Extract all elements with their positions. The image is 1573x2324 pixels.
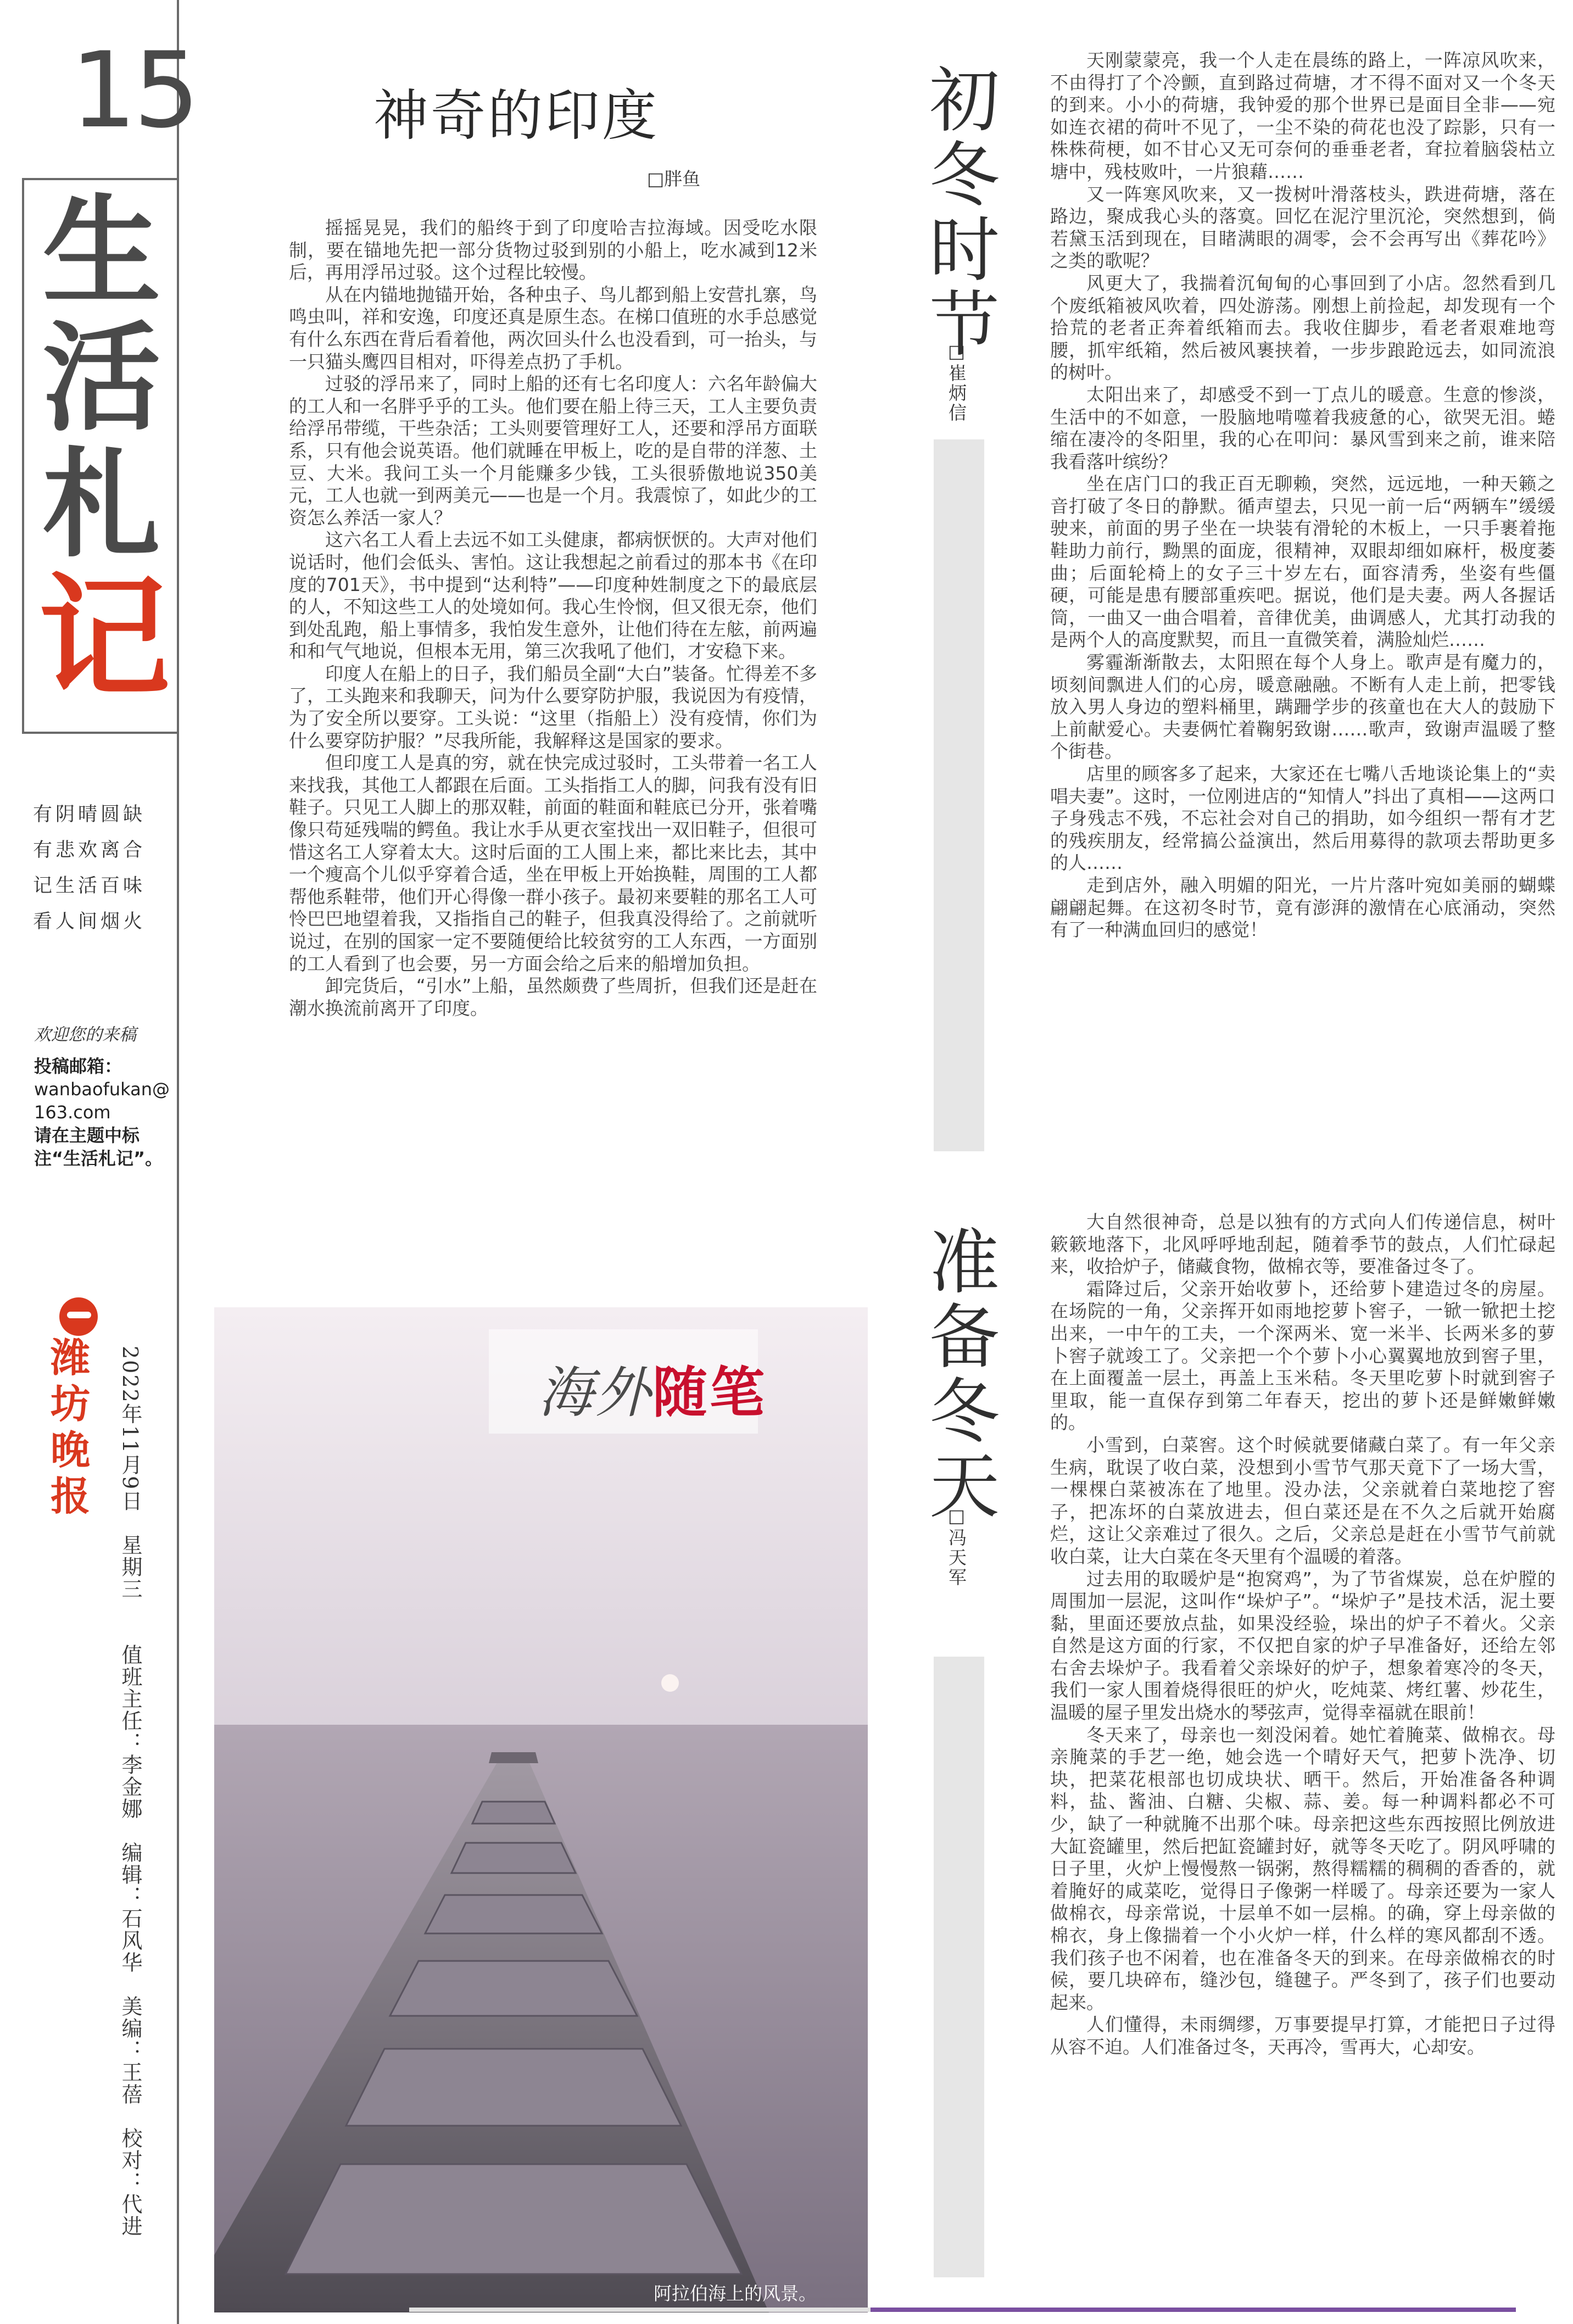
paragraph: 风更大了，我揣着沉甸甸的心事回到了小店。忽然看到几个废纸箱被风吹着，四处游荡。刚想上前捡起，却发现有一个拾荒的老者正奔着纸箱而去。我收住脚步，看老者艰难地弯腰，抓牢纸箱，然后被风裹挟着，一步步踉跄远去，如同流浪的树叶。 [1050,272,1555,383]
article-body [1050,1211,1555,2059]
paragraph: 霜降过后，父亲开始收萝卜，还给萝卜建造过冬的房屋。在场院的一角，父亲挥开如雨地挖萝卜窖子，一锨一锨把土挖出来，一中午的工夫，一个深两米、宽一米半、长两米多的萝卜窖子就竣工了。父亲把一个个萝卜小心翼翼地放到窖子里，在上面覆盖一层土，再盖上玉米秸。冬天里吃萝卜时就到窖子里取，能一直保存到第二年春天，挖出的萝卜还是鲜嫩鲜嫩的。 [1050,1278,1555,1434]
motto-line: 有悲欢离合 [33,839,146,861]
article-author: □崔炳信 [946,341,967,423]
email-label: 投稿邮箱： [34,1056,122,1077]
paragraph: 小雪到，白菜窖。这个时候就要储藏白菜了。有一年父亲生病，耽误了收白菜，没想到小雪节气那天竟下了一场大雪，一棵棵白菜被冻在了地里。没办法，父亲就着白菜地挖了窖子，把冻坏的白菜放进去，但白菜还是在不久之后就开始腐烂，这让父亲难过了很久。之后，父亲总是赶在小雪节气前就收白菜，让大白菜在冬天里有个温暖的着落。 [1050,1434,1555,1567]
photo-caption: 阿拉伯海上的风景。 [654,2283,817,2304]
paragraph: 过驳的浮吊来了，同时上船的还有七名印度人：六名年龄偏大的工人和一名胖乎乎的工头。他们要在船上待三天，工人主要负责给浮吊带缆，干些杂活；工头则要管理好工人，还要和浮吊方面联系，只有他会说英语。他们就睡在甲板上，吃的是自带的洋葱、土豆、大米。我问工头一个月能赚多少钱，工头很骄傲地说350美元，工人也就一到两美元——也是一个月。我震惊了，如此少的工资怎么养活一家人？ [289,373,817,528]
left-column-rule [177,0,179,2324]
paragraph: 又一阵寒风吹来，又一拨树叶滑落枝头，跌进荷塘，落在路边，聚成我心头的落寞。回忆在泥泞里沉沦，突然想到，倘若黛玉活到现在，目睹满眼的凋零，会不会再写出《葬花吟》之类的歌呢？ [1050,183,1555,272]
decorative-bar [934,439,984,1151]
decorative-bar [934,1657,984,2277]
article-title: 神奇的印度 [373,83,659,148]
paragraph: 人们懂得，未雨绸缪，万事要提早打算，才能把日子过得从容不迫。人们准备过冬，天再冷，雪再大，心却安。 [1050,2014,1555,2058]
paragraph: 太阳出来了，却感受不到一丁点儿的暖意。生意的惨淡，生活中的不如意，一股脑地啃噬着我疲惫的心，欲哭无泪。蜷缩在凄冷的冬阳里，我的心在叩问：暴风雪到来之前，谁来陪我看落叶缤纷？ [1050,383,1555,472]
newspaper-name: 潍坊晚报 [51,1334,91,1519]
column-title-char: 札 [42,434,161,573]
column-title-char: 记 [38,560,171,715]
article-author: □胖鱼 [647,168,701,190]
issue-meta: 2022年11月9日 星期三 值班主任：李金娜 编辑：石风华 美编：王蓓 校对：代进 [118,1346,142,2238]
article-author: □冯天军 [946,1505,967,1587]
paragraph: 摇摇晃晃，我们的船终于到了印度哈吉拉海域。因受吃水限制，要在锚地先把一部分货物过驳到别的小船上，吃水减到12米后，再用浮吊过驳。这个过程比较慢。 [289,217,817,283]
paragraph: 从在内锚地抛锚开始，各种虫子、鸟儿都到船上安营扎寨，鸟鸣虫叫，祥和安逸，印度还真是原生态。在梯口值班的水手总感觉有什么东西在背后看着他，两次回头什么也没看到，可一抬头，与一只猫头鹰四目相对，吓得差点扔了手机。 [289,283,817,372]
paragraph: 这六名工人看上去远不如工头健康，都病恹恹的。大声对他们说话时，他们会低头、害怕。这让我想起之前看过的那本书《在印度的701天》，书中提到“达利特”——印度种姓制度之下的最底层的人，不知这些工人的处境如何。我心生怜悯，但又很无奈，他们到处乱跑，船上事情多，我怕发生意外，让他们待在左舷，前两遍和和气气地说，但根本无用，第三次我吼了他们，才安稳下来。 [289,529,817,662]
paragraph: 天刚蒙蒙亮，我一个人走在晨练的路上，一阵凉风吹来，不由得打了个冷颤，直到路过荷塘，才不得不面对又一个冬天的到来。小小的荷塘，我钟爱的那个世界已是面目全非——宛如连衣裙的荷叶不见了，一尘不染的荷花也没了踪影，只有一株株荷梗，如不甘心又无可奈何的垂垂老者，耷拉着脑袋枯立塘中，残枝败叶，一片狼藉…… [1050,49,1555,182]
submission-contact [34,1055,171,1170]
paragraph: 店里的顾客多了起来，大家还在七嘴八舌地谈论集上的“卖唱夫妻”。这时，一位刚进店的“知情人”抖出了真相——这两口子身残志不残，不忘社会对自己的捐助，如今组织一帮有才艺的残疾朋友，经常搞公益演出，然后用募得的款项去帮助更多的人…… [1050,763,1555,874]
bottom-rule [409,2308,871,2312]
bottom-rule-accent [871,2308,1516,2312]
column-title-char: 生 [42,182,161,321]
email-address: wanbaofukan@163.com [34,1079,170,1123]
column-title-char: 活 [42,308,161,447]
motto-line: 有阴晴圆缺 [33,804,146,826]
paragraph: 坐在店门口的我正百无聊赖，突然，远远地，一种天籁之音打破了冬日的静默。循声望去，只见一前一后“两辆车”缓缓驶来，前面的男子坐在一块装有滑轮的木板上，一只手裹着拖鞋助力前行，黝黑的面庞，很精神，双眼却细如麻杆，极度萎曲；后面轮椅上的女子三十岁左右，面容清秀，坐姿有些僵硬，可能是患有腰部重疾吧。据说，他们是夫妻。两人各握话筒，一曲又一曲合唱着，音律优美，曲调感人，尤其打动我的是两个人的高度默契，而且一直微笑着，满脸灿烂…… [1050,473,1555,651]
article-title: 初冬时节 [917,63,999,362]
section-logo-part: 海外 [538,1361,652,1425]
article-body [1050,49,1555,941]
article-title: 准备冬天 [917,1225,999,1524]
motto-line: 看人间烟火 [33,911,146,933]
article-body [289,217,817,1019]
section-logo [538,1348,767,1428]
paragraph: 过去用的取暖炉是“抱窝鸡”，为了节省煤炭，总在炉膛的周围加一层泥，这叫作“垛炉子”。“垛炉子”是技术活，泥土要黏，里面还要放点盐，如果没经验，垛出的炉子不着火。父亲自然是这方面的行家，不仅把自家的炉子早准备好，还给左邻右舍去垛炉子。我看着父亲垛好的炉子，想象着寒冷的冬天，我们一家人围着烧得很旺的炉火，吃炖菜、烤红薯、炒花生，温暖的屋子里发出烧水的琴弦声，觉得幸福就在眼前！ [1050,1568,1555,1724]
paragraph: 雾霾渐渐散去，太阳照在每个人身上。歌声是有魔力的，顷刻间飘进人们的心房，暖意融融。不断有人走上前，把零钱放入男人身边的塑料桶里，蹒跚学步的孩童也在大人的鼓励下上前献爱心。夫妻俩忙着鞠躬致谢……歌声，致谢声温暖了整个街巷。 [1050,651,1555,762]
paragraph: 走到店外，融入明媚的阳光，一片片落叶宛如美丽的蝴蝶翩翩起舞。在这初冬时节，竟有澎湃的激情在心底涌动，突然有了一种满血回归的感觉！ [1050,874,1555,941]
submission-welcome: 欢迎您的来稿 [34,1025,136,1045]
sea-ship-photo [214,1307,868,2312]
section-logo-part: 随笔 [652,1360,767,1425]
paragraph: 卸完货后，“引水”上船，虽然颇费了些周折，但我们还是赶在潮水换流前离开了印度。 [289,975,817,1019]
paragraph: 但印度工人是真的穷，就在快完成过驳时，工头带着一名工人来找我，其他工人都跟在后面。工头指指工人的脚，问我有没有旧鞋子。只见工人脚上的那双鞋，前面的鞋面和鞋底已分开，张着嘴像只苟延残喘的鳄鱼。我让水手从更衣室找出一双旧鞋子，但很可惜这名工人穿着太大。这时后面的工人围上来，都比来比去，其中一个瘦高个儿似乎穿着合适，坐在甲板上开始换鞋，周围的工人都帮他系鞋带，他们开心得像一群小孩子。最初来要鞋的那名工人可怜巴巴地望着我，又指指自己的鞋子，但我真没得给了。之前就听说过，在别的国家一定不要随便给比较贫穷的工人东西，一方面别的工人看到了也会要，另一方面会给之后来的船增加负担。 [289,752,817,974]
paragraph: 冬天来了，母亲也一刻没闲着。她忙着腌菜、做棉衣。母亲腌菜的手艺一绝，她会选一个晴好天气，把萝卜洗净、切块，把菜花根部也切成块状、晒干。然后，开始准备各种调料，盐、酱油、白糖、尖椒、蒜、姜。每一种调料都必不可少，缺了一种就腌不出那个味。母亲把这些东西按照比例放进大缸瓷罐里，然后把缸瓷罐封好，就等冬天吃了。阴风呼啸的日子里，火炉上慢慢熬一锅粥，熬得糯糯的稠稠的香香的，就着腌好的咸菜吃，觉得日子像粥一样暖了。母亲还要为一家人做棉衣，母亲常说，十层单不如一层棉。的确，穿上母亲做的棉衣，身上像揣着一个小火炉一样，什么样的寒风都刮不透。我们孩子也不闲着，也在准备冬天的到来。在母亲做棉衣的时候，要几块碎布，缝沙包，缝毽子。严冬到了，孩子们也要动起来。 [1050,1724,1555,2013]
submission-note: 请在主题中标注“生活札记”。 [34,1125,163,1169]
newspaper-logo-icon [59,1297,98,1336]
paragraph: 大自然很神奇，总是以独有的方式向人们传递信息，树叶簌簌地落下，北风呼呼地刮起，随着季节的鼓点，人们忙碌起来，收拾炉子，储藏食物，做棉衣等，要准备过冬了。 [1050,1211,1555,1278]
paragraph: 印度人在船上的日子，我们船员全副“大白”装备。忙得差不多了，工头跑来和我聊天，问为什么要穿防护服，我说因为有疫情，为了安全所以要穿。工头说：“这里（指船上）没有疫情，你们为什么要穿防护服？”尽我所能，我解释这是国家的要求。 [289,662,817,751]
page-number: 15 [70,30,197,151]
motto-line: 记生活百味 [33,875,146,897]
